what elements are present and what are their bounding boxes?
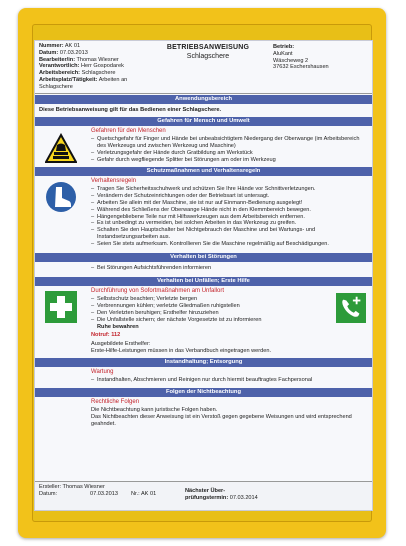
maintenance-subtitle: Wartung [91,368,114,375]
consequences-text: Die Nichtbeachtung kann juristische Folgen haben. [91,407,218,414]
section-bar-accident: Verhalten bei Unfällen; Erste Hilfe [35,277,372,286]
accident-subtitle: Durchführung von Sofortmaßnahmen am Unfallort [91,288,225,294]
hazard-item: – Verletzungsgefahr der Hände durch Gratbildung am Werkstück [91,150,368,157]
header-title [153,44,263,61]
emergency-label: Notruf: [91,332,110,339]
accident-block [35,287,372,357]
responsible-label: Verantwortlich: [39,63,80,70]
section-bar-scope: Anwendungsbereich [35,95,372,104]
first-aid-cross-icon [45,291,77,323]
section-bar-hazards: Gefahren für Mensch und Umwelt [35,117,372,126]
company-street: Wäscheweg 2 [273,57,309,64]
protection-item: – Verändern der Schutzeinrichtungen oder der Betriebsart ist untersagt. [91,193,368,200]
hazards-subtitle: Gefahren für den Menschen [91,128,166,134]
document-footer [35,481,372,510]
protection-item: – Hängengebliebene Teile nur mit Hilfswerkzeugen aus dem Arbeitsbereich entfernen. [91,214,368,221]
footer-number: AK 01 [140,491,157,497]
first-aid-text: Erste-Hilfe-Leistungen müssen in das Verbandbuch eingetragen werden. [91,348,272,354]
workplace-label: Arbeitsplatz/Tätigkeit: [39,77,98,84]
workplace-value: Arbeiten an Schlagschere [39,77,128,90]
next-check-label-2: prüfungstermin: [185,494,229,501]
next-check-date: 07.03.2014 [229,494,258,501]
number-value: AK 01 [64,43,81,49]
section-bar-faults: Verhalten bei Störungen [35,253,372,262]
protection-item: – Während des Schließens der Oberwange Hände nicht in den Klemmbereich bewegen. [91,207,368,214]
faults-block [35,263,372,276]
document-header [35,41,372,94]
hazards-block [35,127,372,166]
maintenance-item: – Instandhalten, Abschmieren und Reinigen nur durch hiermit beauftragtes Fachpersonal [91,377,368,384]
company-city: 37632 Eschershausen [273,64,329,71]
protection-block [35,177,372,252]
responsible-value: Herr Gospodarek [80,63,124,70]
company-label: Betrieb: [273,44,295,50]
section-bar-protection: Schutzmaßnahmen und Verhaltensregeln [35,167,372,176]
accident-item: – Den Verletzten beruhigen; Ersthelfer hinzuziehen [91,310,328,317]
hazard-item: – Gefahr durch wegfliegende Splitter bei Störungen am oder im Werkzeug [91,157,368,164]
footer-editor: Thomas Wiesner [62,484,105,490]
number-label: Nummer: [39,43,64,49]
protection-item: – Arbeiten Sie allein mit der Maschine, sie ist nur auf Einmann-Bedienung ausgelegt! [91,200,368,207]
protection-item: – Tragen Sie Sicherheitsschuhwerk und schützen Sie Ihre Hände vor Schnittverletzungen. [91,186,368,193]
protection-item: – Seien Sie stets aufmerksam. Kontrollieren Sie die Maschine regelmäßig auf Beschädigungen. [91,241,368,248]
section-bar-maintenance: Instandhaltung; Entsorgung [35,358,372,367]
area-label: Arbeitsbereich: [39,70,81,77]
date-label: Datum: [39,49,59,56]
date-value: 07.03.2013 [59,49,88,56]
next-check-label: Nächster Über- [185,488,226,494]
section-bar-consequences: Folgen der Nichtbeachtung [35,388,372,397]
operating-instruction-sheet [34,40,373,511]
emergency-phone-icon [336,293,366,323]
consequences-subtitle: Rechtliche Folgen [91,398,140,405]
consequences-block [35,398,372,430]
emergency-number: 112 [111,332,121,339]
editor-value: Thomas Wiesner [76,56,119,63]
protection-subtitle: Verhaltensregeln [91,178,137,184]
protection-item: – Es ist unbedingt zu vermeiden, bei solchen Arbeiten in das Werkzeug zu greifen. [91,220,368,227]
first-aider-label: Ausgebildete Ersthelfer: [91,341,151,348]
document-subtitle: Schlagschere [186,52,230,60]
hazard-item: – Quetschgefahr für Finger und Hände bei unbeabsichtigtem Niedergang der Oberwange (im Arbeitsbereich des Werkzeugs und zwischen Werkzeug und Maschine) [91,136,368,150]
header-meta [39,43,159,91]
hand-crush-warning-icon [45,133,77,165]
accident-item: – Die Unfallstelle sichern; der nächste Vorgesetzte ist zu informieren [91,317,328,324]
protection-item: – Schalten Sie den Hauptschalter bei Nichtgebrauch der Maschine und bei Wartungs- und Instandsetzungsarbeiten aus. [91,227,368,241]
accident-item: – Verbrennungen kühlen; verletzte Gliedmaßen ruhigstellen [91,303,328,310]
footer-date-label: Datum: [39,491,58,497]
editor-label: Bearbeiter/in: [39,56,76,63]
scope-text: Diese Betriebsanweisung gilt für das Bedienen einer Schlagschere. [39,107,222,113]
header-company [273,44,369,71]
accident-item: – Selbstschutz beachten; Verletzte bergen [91,296,328,303]
safety-shoe-icon [45,181,77,213]
fault-item: – Bei Störungen Aufsichtsführenden informieren [91,265,368,272]
company-name: AluKant [273,50,293,57]
consequences-text: Das Nichtbeachten dieser Anweisung ist ein Verstoß gegen gegebene Weisungen und wird entsprechend geahndet. [91,413,352,427]
stay-calm-text: Ruhe bewahren [97,323,139,330]
footer-editor-label: Ersteller: [39,484,62,490]
area-value: Schlagschere [81,70,116,77]
maintenance-block [35,368,372,387]
footer-number-label: Nr.: [131,491,140,497]
footer-date: 07.03.2013 [90,491,118,497]
document-title: BETRIEBSANWEISUNG [166,44,250,51]
